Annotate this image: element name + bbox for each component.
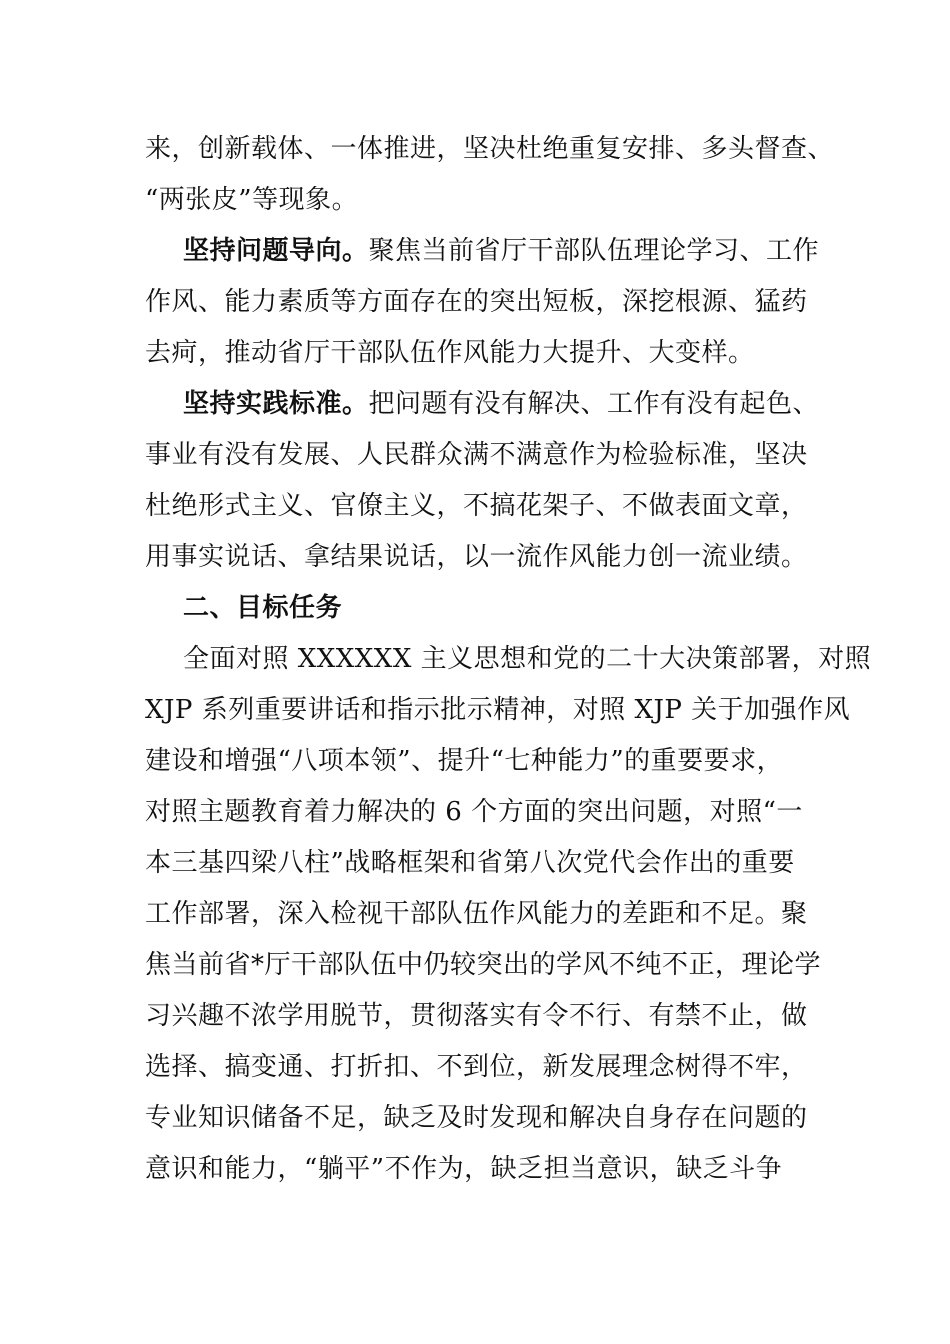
paragraph-line: 事业有没有发展、人民群众满不满意作为检验标准，坚决 (145, 440, 808, 470)
paragraph-line: 焦当前省*厅干部队伍中仍较突出的学风不纯不正，理论学 (145, 950, 822, 980)
paragraph-line: “两张皮”等现象。 (145, 185, 359, 215)
paragraph-line: 选择、搞变通、打折扣、不到位，新发展理念树得不牢， (145, 1052, 808, 1082)
paragraph-line: 杜绝形式主义、官僚主义，不搞花架子、不做表面文章， (145, 491, 808, 521)
paragraph-first-line: 全面对照 XXXXXX 主义思想和党的二十大决策部署，对照 (183, 644, 872, 674)
paragraph-line: 习兴趣不浓学用脱节，贯彻落实有令不行、有禁不止，做 (145, 1001, 808, 1031)
paragraph-text: 聚焦当前省厅干部队伍理论学习、工作 (368, 236, 820, 266)
paragraph-first-line (145, 226, 820, 277)
paragraph-lead-heading: 坚持实践标准。 (183, 389, 369, 419)
section-heading: 二、目标任务 (183, 593, 343, 623)
paragraph-line: 工作部署，深入检视干部队伍作风能力的差距和不足。聚 (145, 899, 808, 929)
paragraph-line: 建设和增强“八项本领”、提升“七种能力”的重要要求， (145, 746, 784, 776)
paragraph-line: 用事实说话、拿结果说话，以一流作风能力创一流业绩。 (145, 542, 808, 572)
paragraph-first-line (145, 379, 820, 430)
paragraph-lead-heading: 坚持问题导向。 (183, 236, 369, 266)
paragraph-line: 去疴，推动省厅干部队伍作风能力大提升、大变样。 (145, 338, 755, 368)
paragraph-line: 意识和能力，“躺平”不作为，缺乏担当意识，缺乏斗争 (145, 1154, 783, 1184)
paragraph-text: 把问题有没有解决、工作有没有起色、 (368, 389, 820, 419)
paragraph-line: 本三基四梁八柱”战略框架和省第八次党代会作出的重要 (145, 848, 795, 878)
paragraph-line: XJP 系列重要讲话和指示批示精神，对照 XJP 关于加强作风 (145, 695, 851, 725)
paragraph-line: 对照主题教育着力解决的 6 个方面的突出问题，对照“一 (145, 797, 803, 827)
paragraph-line: 来，创新载体、一体推进，坚决杜绝重复安排、多头督查、 (145, 134, 835, 164)
paragraph-line: 专业知识储备不足，缺乏及时发现和解决自身存在问题的 (145, 1103, 808, 1133)
document-body (145, 124, 872, 1195)
paragraph-line: 作风、能力素质等方面存在的突出短板，深挖根源、猛药 (145, 287, 808, 317)
